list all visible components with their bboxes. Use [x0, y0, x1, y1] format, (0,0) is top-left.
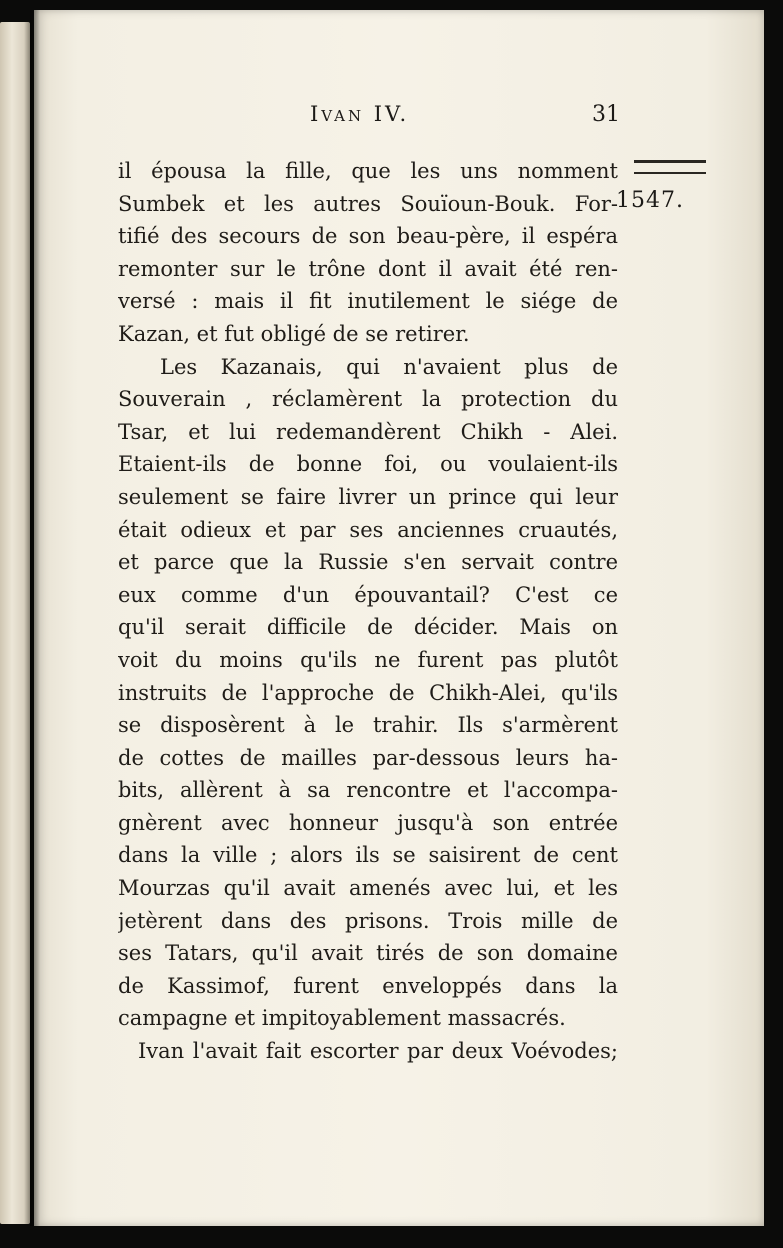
text-line: il épousa la fille, que les uns nomment [118, 159, 618, 183]
text-line: eux comme d'un épouvantail? C'est ce [118, 582, 618, 607]
running-head [34, 102, 764, 136]
text-line: voit du moins qu'ils ne furent pas plutôt [118, 647, 618, 672]
text-line: versé : mais il fit inutilement le siége de [118, 289, 618, 314]
text-line: Souverain , réclamèrent la protection du [118, 387, 618, 412]
text-line: jetèrent dans des prisons. Trois mille de [118, 908, 618, 933]
text-line: ses Tatars, qu'il avait tirés de son domaine [118, 941, 618, 966]
margin-year-note: 1547. [616, 188, 684, 213]
page-number: 31 [592, 102, 620, 127]
text-line: Sumbek et les autres Souïoun-Bouk. For- [118, 191, 618, 216]
text-line: bits, allèrent à sa rencontre et l'accompa- [118, 778, 618, 803]
margin-rule-ornament [634, 160, 706, 174]
text-line: et parce que la Russie s'en servait contre [118, 550, 618, 575]
text-line: gnèrent avec honneur jusqu'à son entrée [118, 810, 618, 835]
page-sheet [34, 10, 764, 1226]
text-line: tifié des secours de son beau-père, il espéra [118, 224, 618, 249]
text-line: seulement se faire livrer un prince qui leur [118, 484, 618, 509]
text-line: dans la ville ; alors ils se saisirent de cent [118, 843, 618, 868]
running-head-title: Ivan IV. [310, 102, 410, 126]
text-line: de cottes de mailles par-dessous leurs ha- [118, 745, 618, 770]
body-text [118, 155, 618, 1068]
spine-shadow [30, 10, 40, 1226]
text-line: Mourzas qu'il avait amenés avec lui, et les [118, 876, 618, 901]
text-line: Etaient-ils de bonne foi, ou voulaient-ils [118, 452, 618, 477]
text-line: campagne et impitoyablement massacrés. [118, 1006, 566, 1031]
previous-page-edge [0, 22, 30, 1224]
text-line: qu'il serait difficile de décider. Mais on [118, 615, 618, 640]
text-line: Kazan, et fut obligé de se retirer. [118, 321, 470, 346]
text-line: était odieux et par ses anciennes cruautés, [118, 517, 618, 542]
text-line: instruits de l'approche de Chikh-Alei, qu'ils [118, 680, 618, 705]
text-line: Ivan l'avait fait escorter par deux Voévodes; [138, 1039, 618, 1064]
text-line: remonter sur le trône dont il avait été ren- [118, 256, 618, 281]
text-line: Les Kazanais, qui n'avaient plus de [160, 354, 618, 379]
text-line: Tsar, et lui redemandèrent Chikh - Alei. [118, 419, 618, 444]
text-line: se disposèrent à le trahir. Ils s'armèrent [118, 713, 618, 738]
text-line: de Kassimof, furent enveloppés dans la [118, 973, 618, 998]
